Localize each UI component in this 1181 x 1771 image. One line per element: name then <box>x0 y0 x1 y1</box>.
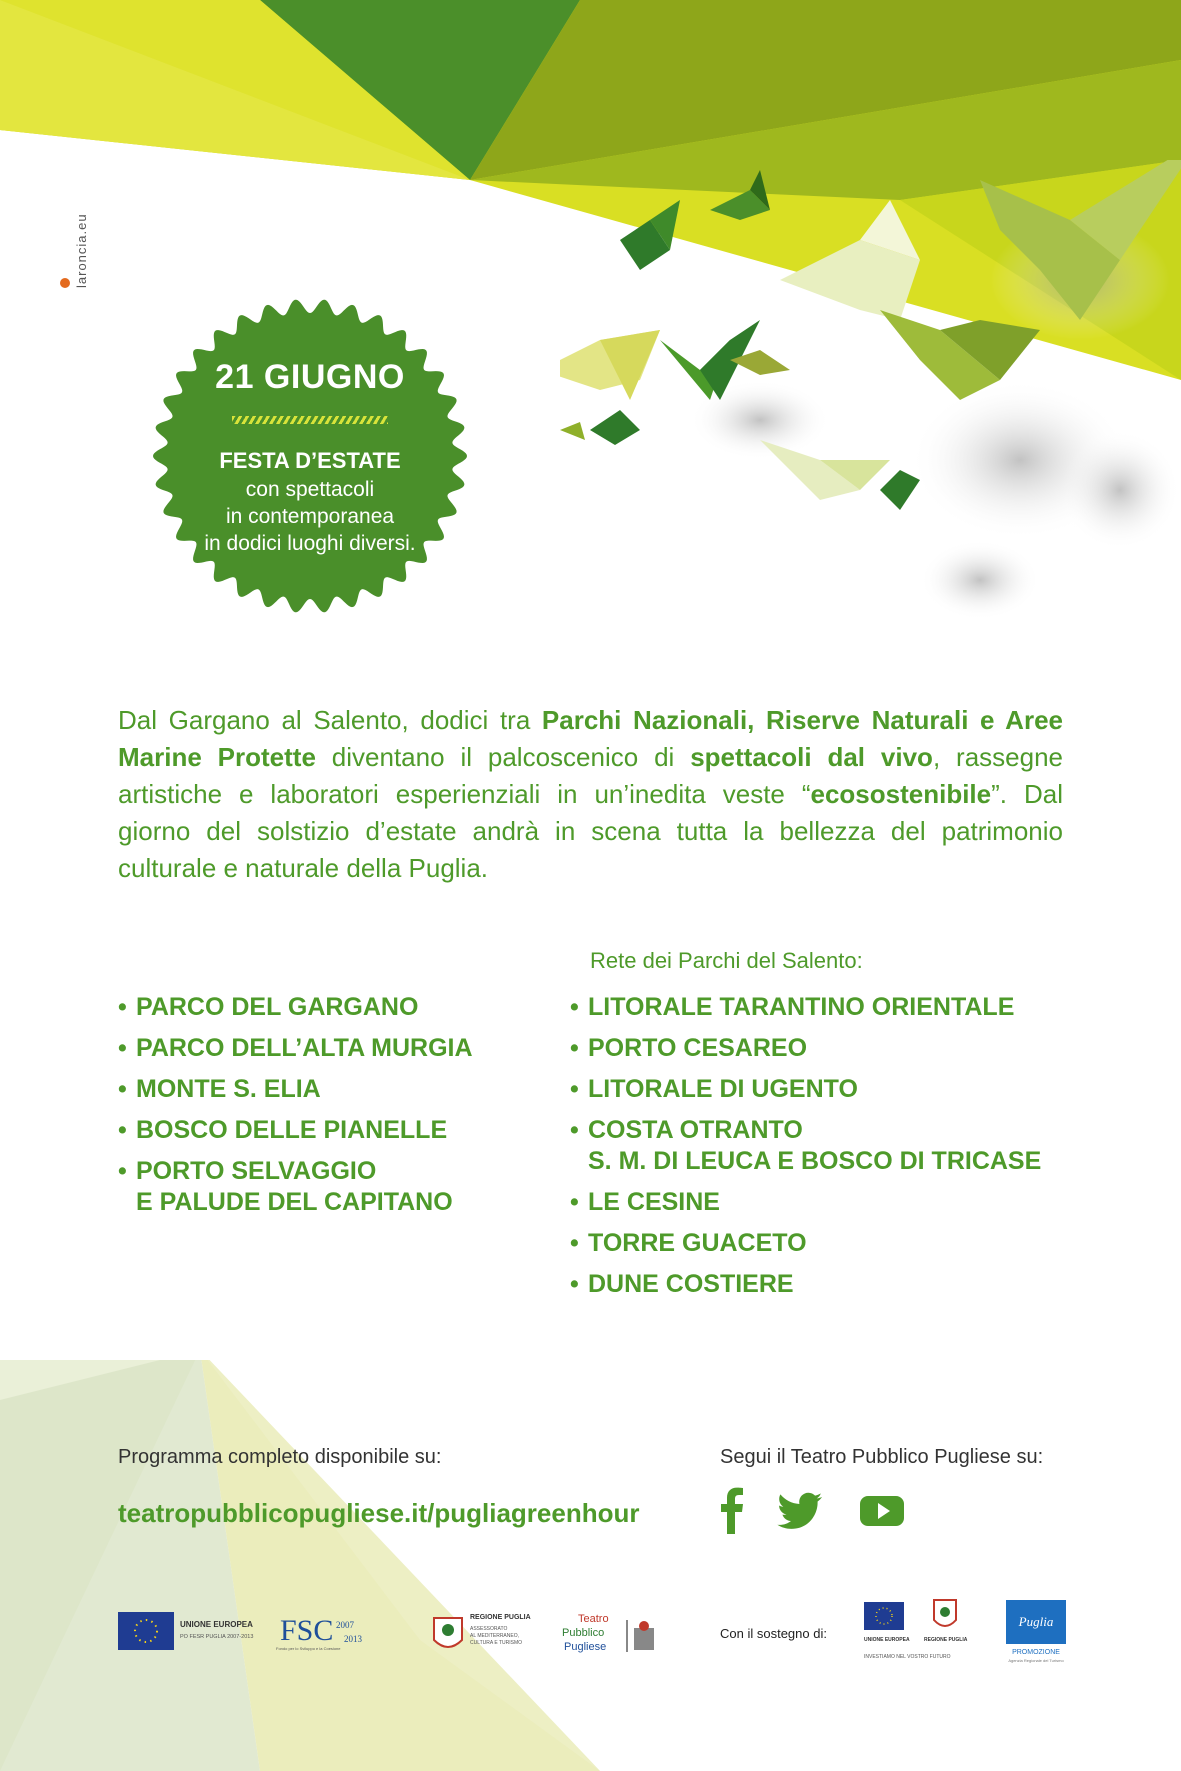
date-badge-text <box>140 286 480 626</box>
promozione-label: PROMOZIONE <box>1012 1649 1060 1656</box>
eu-logo-label: UNIONE EUROPEA <box>864 1637 910 1643</box>
investiamo-label: INVESTIAMO NEL VOSTRO FUTURO <box>864 1654 951 1660</box>
regione-logo-label: REGIONE PUGLIA <box>470 1614 531 1621</box>
orange-logo-icon <box>60 278 70 288</box>
list-item: • TORRE GUACETO <box>570 1228 1090 1259</box>
intro-text: ”. Dal giorno del solstizio d’estate andrà in scena tutta la bellezza del patrimonio culturale e naturale della Puglia. <box>118 779 1063 883</box>
list-item-line: E PALUDE DEL CAPITANO <box>136 1188 453 1216</box>
tpp-logo-line: Pugliese <box>564 1641 607 1653</box>
twitter-icon[interactable] <box>776 1486 824 1534</box>
list-item-line: S. M. DI LEUCA E BOSCO DI TRICASE <box>588 1147 1042 1175</box>
event-date: 21 GIUGNO <box>215 358 405 396</box>
salento-network-heading: Rete dei Parchi del Salento: <box>590 948 863 973</box>
regione-logo-sublabel: CULTURA E TURISMO <box>470 1640 523 1646</box>
puglia-logo-mark: Puglia <box>1018 1614 1054 1629</box>
eu-logo <box>118 1612 253 1650</box>
program-label: Programma completo disponibile su: <box>118 1446 442 1468</box>
intro-highlight: Parchi Nazionali, Riserve Naturali e Aree Marine Protette <box>118 705 1064 772</box>
follow-label: Segui il Teatro Pubblico Pugliese su: <box>720 1446 1044 1468</box>
promozione-sublabel: Agenzia Regionale del Turismo <box>1008 1658 1064 1663</box>
list-item: • BOSCO DELLE PIANELLE <box>118 1115 538 1146</box>
list-item-line: PORTO SELVAGGIO <box>136 1157 377 1185</box>
origami-birds-illustration <box>560 160 1181 640</box>
fsc-logo-year: 2013 <box>344 1634 362 1644</box>
parks-list <box>118 992 538 1218</box>
tpp-logo-line: Teatro <box>578 1613 609 1625</box>
program-url-link[interactable]: teatropubblicopugliese.it/pugliagreenhour <box>118 1498 640 1528</box>
regione-logo-sublabel: AL MEDITERRANEO, <box>470 1633 519 1639</box>
youtube-icon[interactable] <box>858 1486 906 1534</box>
intro-highlight: spettacoli dal vivo <box>690 742 933 772</box>
eu-logo-sublabel: PO FESR PUGLIA 2007-2013 <box>180 1634 254 1640</box>
event-title: FESTA D’ESTATE <box>219 448 401 473</box>
designer-credit-text: laroncia.eu <box>74 213 89 288</box>
tpp-logo-line: Pubblico <box>562 1627 605 1639</box>
intro-text: Dal Gargano al Salento, dodici tra <box>118 705 542 735</box>
intro-highlight: ecosostenibile <box>810 779 992 809</box>
event-description-line: in contemporanea <box>225 505 395 528</box>
list-item-line: COSTA OTRANTO <box>588 1116 803 1144</box>
intro-text: , rassegne artistiche e laboratori esperienziali in un’inedita veste “ <box>118 742 1064 809</box>
support-label: Con il sostegno di: <box>720 1626 827 1641</box>
list-item: • LITORALE TARANTINO ORIENTALE <box>570 992 1090 1023</box>
list-item: • LITORALE DI UGENTO <box>570 1074 1090 1105</box>
puglia-promozione-logo <box>1006 1600 1066 1663</box>
eu-logo <box>864 1602 910 1643</box>
regione-puglia-logo <box>434 1614 531 1647</box>
event-description-line: con spettacoli <box>245 478 375 501</box>
bottom-geometric-background <box>0 1360 1181 1771</box>
list-item: • DUNE COSTIERE <box>570 1269 1090 1300</box>
sponsor-logos-right <box>862 1596 1072 1668</box>
facebook-icon[interactable] <box>716 1486 746 1534</box>
fsc-logo-sublabel: Fondo per lo Sviluppo e la Coesione <box>276 1646 341 1651</box>
list-item: • MONTE S. ELIA <box>118 1074 538 1105</box>
intro-text: diventano il palcoscenico di <box>315 742 691 772</box>
list-item <box>570 1115 1090 1177</box>
intro-paragraph <box>118 702 1063 887</box>
regione-puglia-logo <box>924 1600 968 1643</box>
fsc-logo-year: 2007 <box>336 1620 354 1630</box>
event-description-line: in dodici luoghi diversi. <box>204 532 416 555</box>
list-item: • PORTO CESAREO <box>570 1033 1090 1064</box>
list-item: • PARCO DEL GARGANO <box>118 992 538 1023</box>
hatched-divider <box>232 416 388 424</box>
list-item: • LE CESINE <box>570 1187 1090 1218</box>
designer-credit <box>52 170 89 290</box>
regione-logo-sublabel: ASSESSORATO <box>470 1626 508 1632</box>
teatro-pubblico-pugliese-logo <box>562 1613 654 1653</box>
eu-logo-label: UNIONE EUROPEA <box>180 1620 253 1629</box>
list-item <box>118 1156 538 1218</box>
fsc-logo-mark: FSC <box>280 1614 334 1647</box>
sponsor-logos-left <box>118 1610 678 1670</box>
regione-logo-label: REGIONE PUGLIA <box>924 1637 968 1643</box>
list-item: • PARCO DELL’ALTA MURGIA <box>118 1033 538 1064</box>
fsc-logo <box>276 1614 363 1651</box>
salento-parks-list <box>570 992 1090 1310</box>
